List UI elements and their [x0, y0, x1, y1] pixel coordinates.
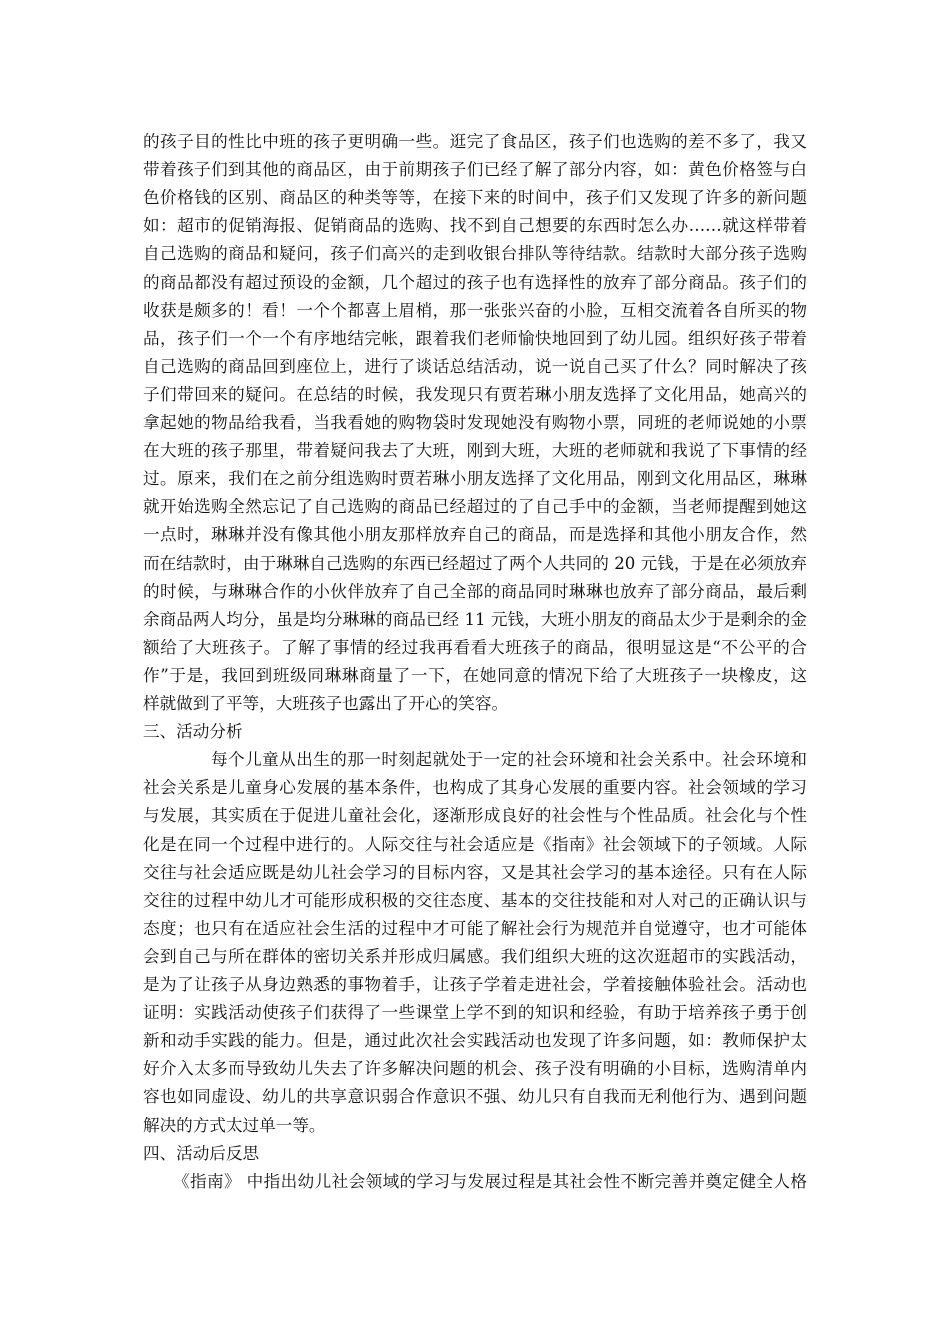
- text-line: 子们带回来的疑问。在总结的时候，我发现只有贾若琳小朋友选择了文化用品，她高兴的: [143, 384, 807, 404]
- text-line: 每个儿童从出生的那一时刻起就处于一定的社会环境和社会关系中。社会环境和: [211, 750, 807, 770]
- text-line: 的孩子目的性比中班的孩子更明确一些。逛完了食品区，孩子们也选购的差不多了，我又: [143, 132, 807, 151]
- text-line: 证明：实践活动使孩子们获得了一些课堂上学不到的知识和经验，有助于培养孩子勇于创: [143, 1003, 807, 1023]
- text-line: 带着孩子们到其他的商品区，由于前期孩子们已经了解了部分内容，如：黄色价格签与白: [143, 160, 807, 180]
- text-line: 样就做到了平等，大班孩子也露出了开心的笑容。: [143, 694, 509, 713]
- text-line: 交往的过程中幼儿才可能形成积极的交往态度、基本的交往技能和对人对己的正确认识与: [143, 890, 807, 910]
- text-line: 过。原来，我们在之前分组选购时贾若琳小朋友选择了文化用品，刚到文化用品区，琳琳: [143, 469, 807, 489]
- text-line: 解决的方式太过单一等。: [143, 1115, 326, 1135]
- text-line: 额给了大班孩子。了解了事情的经过我再看看大班孩子的商品，很明显这是“不公平的合: [143, 637, 807, 657]
- text-line: 收获是颇多的！看！一个个都喜上眉梢，那一张张兴奋的小脸，互相交流着各自所买的物: [143, 300, 807, 320]
- text-line: 作”于是，我回到班级同琳琳商量了一下，在她同意的情况下给了大班孩子一块橡皮，这: [143, 665, 807, 685]
- text-line: 色价格钱的区别、商品区的种类等等，在接下来的时间中，孩子们又发现了许多的新问题: [143, 188, 807, 208]
- text-line: 《指南》 中指出幼儿社会领域的学习与发展过程是其社会性不断完善并奠定健全人格: [173, 1171, 807, 1191]
- text-line: 一点时，琳琳并没有像其他小朋友那样放弃自己的商品，而是选择和其他小朋友合作，然: [143, 525, 807, 545]
- document-body: [143, 128, 807, 1196]
- text-line: 好介入太多而导致幼儿失去了许多解决问题的机会、孩子没有明确的小目标，选购清单内: [143, 1059, 807, 1079]
- text-line: 在大班的孩子那里，带着疑问我去了大班，刚到大班，大班的老师就和我说了下事情的经: [143, 441, 807, 461]
- text-line: 的商品都没有超过预设的金额，几个超过的孩子也有选择性的放弃了部分商品。孩子们的: [143, 272, 807, 292]
- text-line: 容也如同虚设、幼儿的共享意识弱合作意识不强、幼儿只有自我而无利他行为、遇到问题: [143, 1087, 807, 1107]
- text-line: 余商品两人均分，虽是均分琳琳的商品已经 11 元钱，大班小朋友的商品太少于是剩余的金: [143, 609, 807, 629]
- text-line: 是为了让孩子从身边熟悉的事物着手，让孩子学着走进社会，学着接触体验社会。活动也: [143, 975, 807, 994]
- text-line: 交往与社会适应既是幼儿社会学习的目标内容，又是其社会学习的基本途径。只有在人际: [143, 862, 807, 882]
- text-line: 态度；也只有在适应社会生活的过程中才可能了解社会行为规范并自觉遵守，也才可能体: [143, 918, 807, 938]
- text-line: 会到自己与所在群体的密切关系并形成归属感。我们组织大班的这次逛超市的实践活动，: [143, 946, 807, 966]
- text-line: 三、活动分析: [143, 722, 243, 742]
- text-line: 与发展，其实质在于促进儿童社会化，逐渐形成良好的社会性与个性品质。社会化与个性: [143, 806, 807, 826]
- text-line: 社会关系是儿童身心发展的基本条件，也构成了其身心发展的重要内容。社会领域的学习: [143, 778, 807, 798]
- text-line: 自己选购的商品和疑问，孩子们高兴的走到收银台排队等待结款。结款时大部分孩子选购: [143, 244, 807, 264]
- text-line: 新和动手实践的能力。但是，通过此次社会实践活动也发现了许多问题，如：教师保护太: [143, 1031, 807, 1051]
- text-line: 四、活动后反思: [143, 1143, 260, 1163]
- text-line: 而在结款时，由于琳琳自己选购的东西已经超过了两个人共同的 20 元钱，于是在必须放弃: [143, 553, 807, 573]
- text-line: 化是在同一个过程中进行的。人际交往与社会适应是《指南》社会领域下的子领域。人际: [143, 834, 807, 854]
- text-line: 拿起她的物品给我看，当我看她的购物袋时发现她没有购物小票，同班的老师说她的小票: [143, 413, 807, 432]
- text-line: 品，孩子们一个一个有序地结完帐，跟着我们老师愉快地回到了幼儿园。组织好孩子带着: [143, 328, 807, 348]
- text-line: 的时候，与琳琳合作的小伙伴放弃了自己全部的商品同时琳琳也放弃了部分商品，最后剩: [143, 581, 807, 601]
- text-line: 如：超市的促销海报、促销商品的选购、找不到自己想要的东西时怎么办……就这样带着: [143, 216, 807, 236]
- text-line: 自己选购的商品回到座位上，进行了谈话总结活动，说一说自己买了什么？同时解决了孩: [143, 356, 807, 376]
- text-line: 就开始选购全然忘记了自己选购的商品已经超过的了自己手中的金额，当老师提醒到她这: [143, 497, 807, 517]
